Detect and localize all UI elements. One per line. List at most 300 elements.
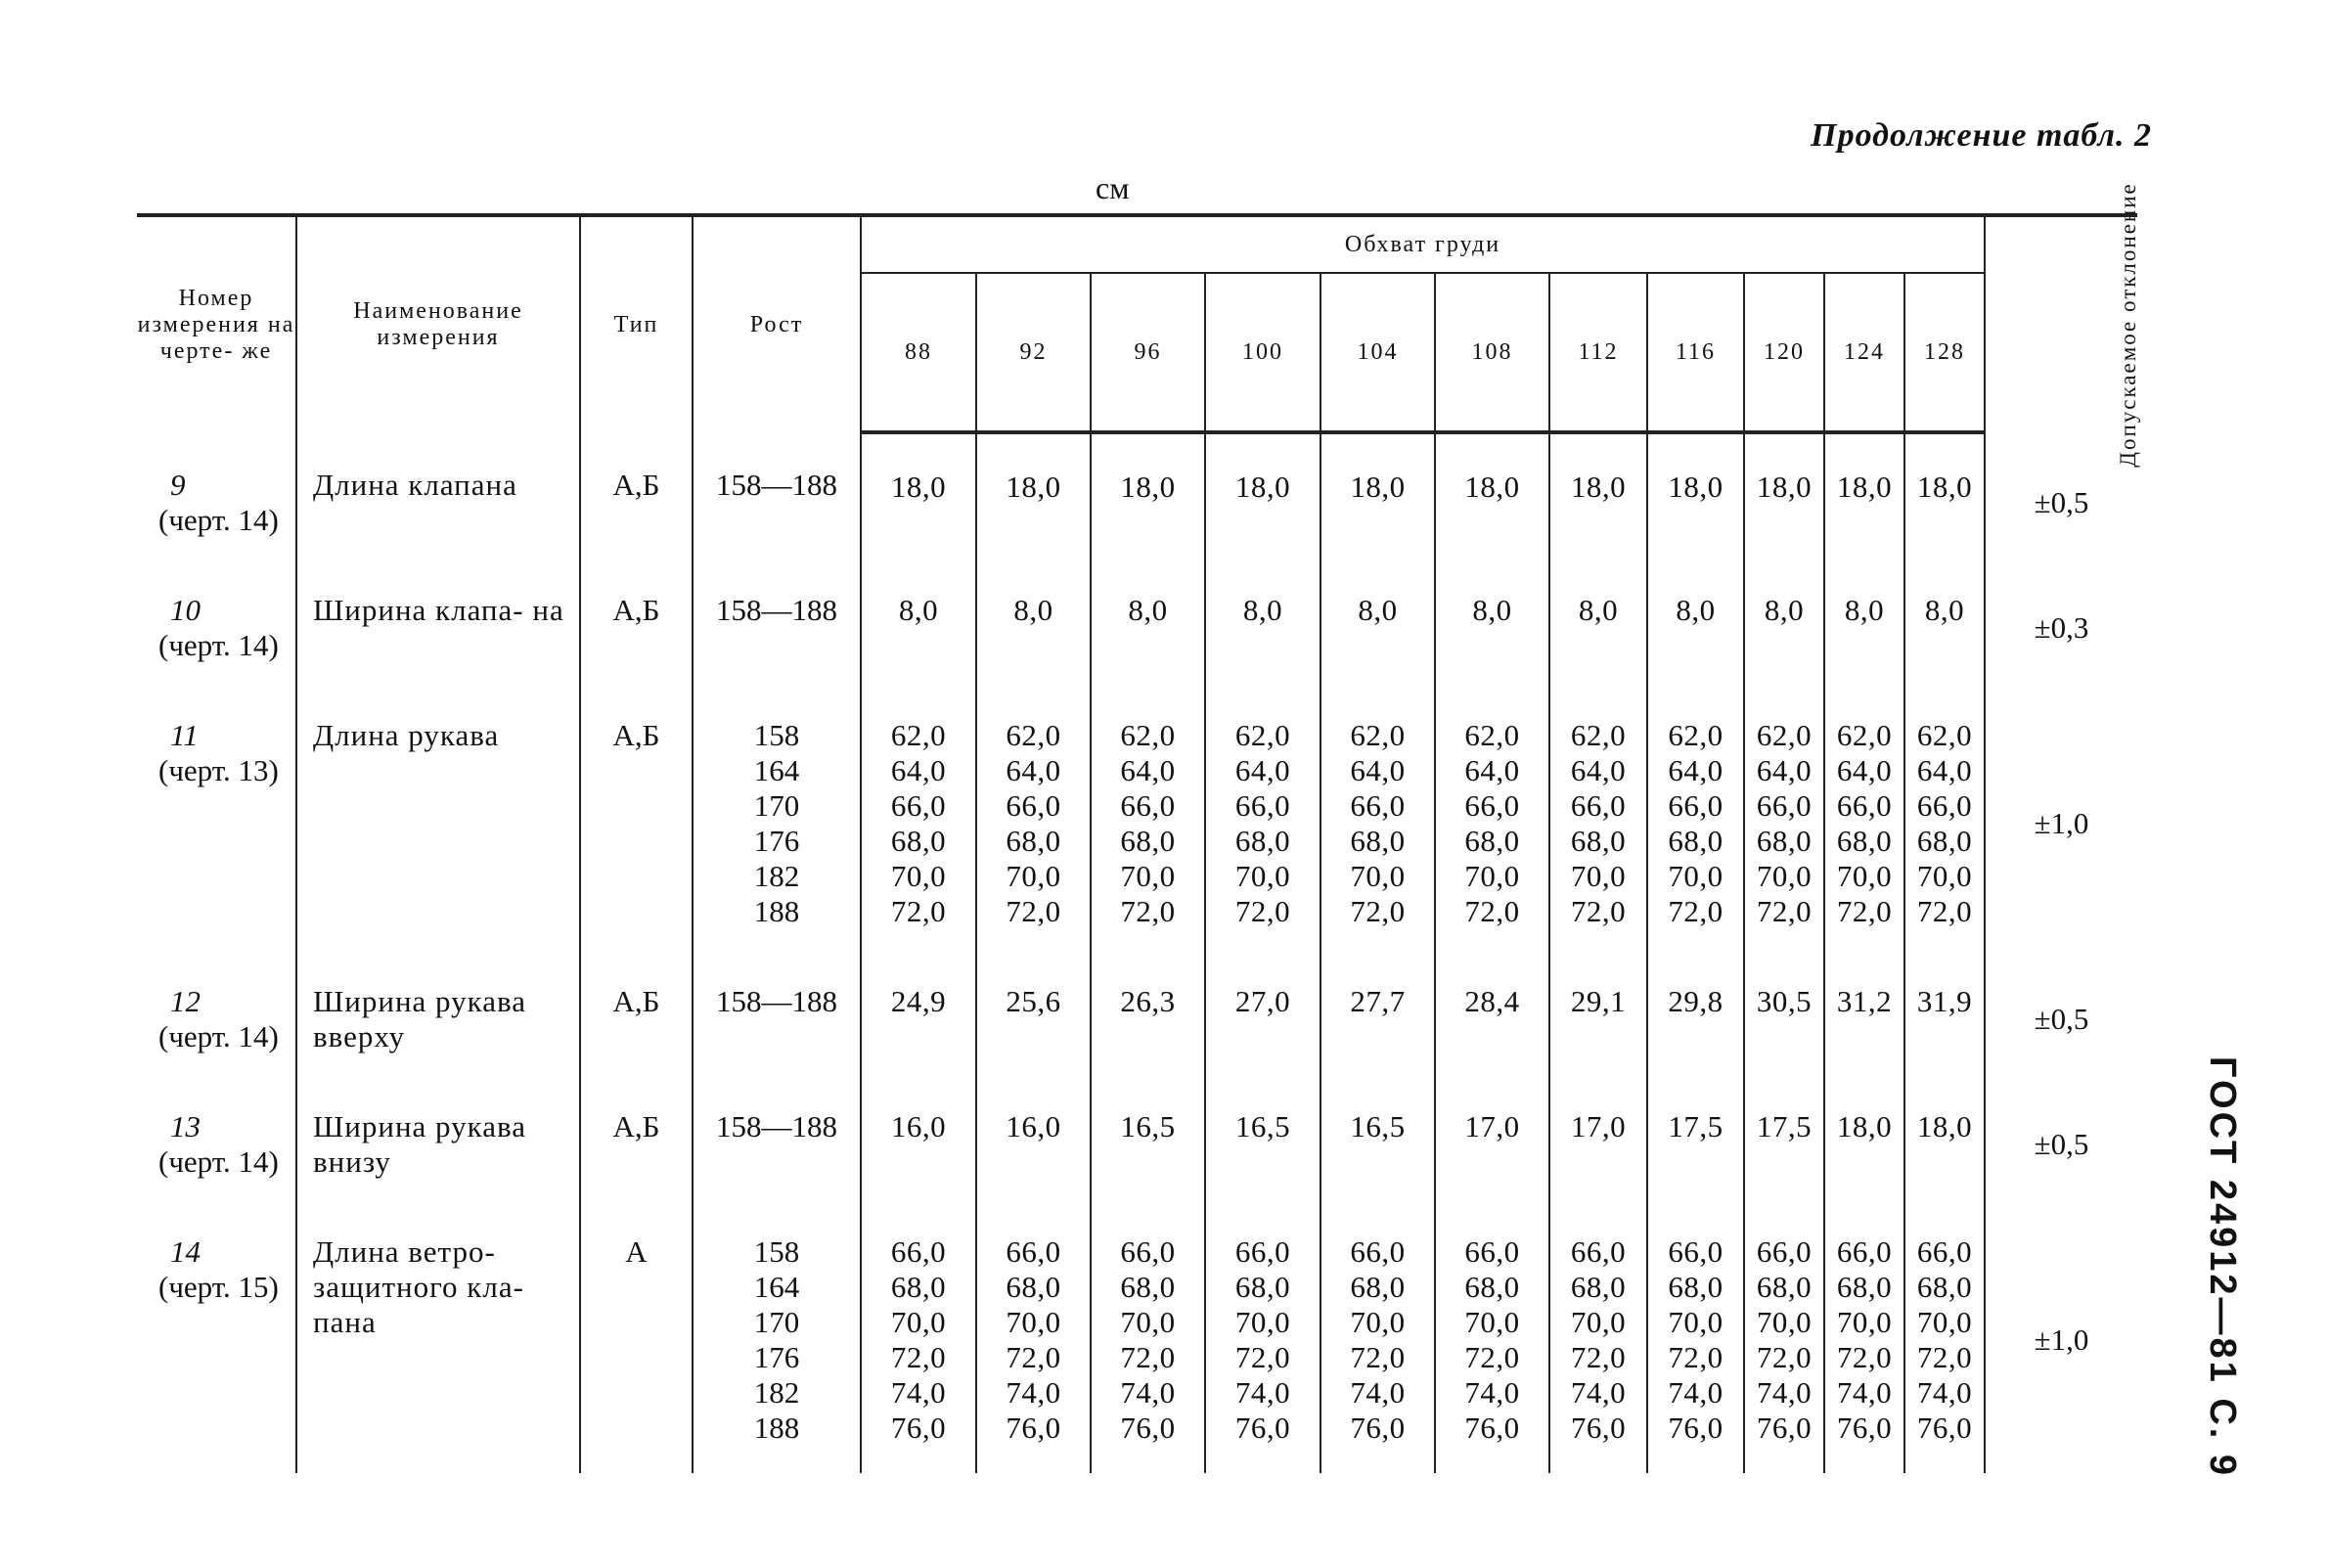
value-cell — [861, 691, 976, 957]
header-chest-girth: Обхват груди — [861, 215, 1985, 273]
cell-line: 66,0 — [1234, 1234, 1291, 1269]
value-cell — [1549, 565, 1647, 691]
cell-line: 72,0 — [1570, 894, 1627, 928]
cell-line: 16,5 — [1120, 1109, 1176, 1143]
value-cell — [1549, 1082, 1647, 1207]
cell-line: 74,0 — [1464, 1375, 1520, 1410]
cell-line: 64,0 — [1120, 753, 1176, 787]
cell-line: 17,0 — [1464, 1109, 1520, 1143]
cell-line: 29,8 — [1668, 984, 1724, 1018]
cell-line: 70,0 — [1234, 1305, 1291, 1339]
cell-line: 18,0 — [1464, 470, 1520, 504]
cell-line: 68,0 — [1668, 824, 1724, 858]
value-cell — [1205, 1082, 1321, 1207]
cell-line: 68,0 — [1234, 824, 1291, 858]
value-cell — [1744, 1207, 1824, 1473]
cell-line: 64,0 — [1916, 753, 1973, 787]
cell-line: 66,0 — [1120, 788, 1176, 823]
header-chest-size: 88 — [861, 273, 976, 432]
cell-line: 74,0 — [1350, 1375, 1406, 1410]
cell-line: 68,0 — [1464, 824, 1520, 858]
value-cell — [1091, 1207, 1205, 1473]
value-cell — [1824, 957, 1904, 1082]
value-cell — [1435, 1082, 1549, 1207]
cell-line: 68,0 — [1120, 1270, 1176, 1304]
cell-line: 64,0 — [1234, 753, 1291, 787]
number-value: 10 — [170, 593, 201, 627]
cell-line: 70,0 — [1570, 1305, 1627, 1339]
cell-line: 70,0 — [1668, 859, 1724, 893]
cell-line: 62,0 — [1668, 718, 1724, 752]
cell-line: 62,0 — [1350, 718, 1406, 752]
value-cell — [1904, 1082, 1985, 1207]
cell-line: 28,4 — [1464, 984, 1520, 1018]
cell-line: 72,0 — [1756, 1340, 1813, 1374]
cell-line: 68,0 — [1916, 1270, 1973, 1304]
value-cell — [1435, 1207, 1549, 1473]
value-cell — [1435, 957, 1549, 1082]
table-row — [137, 1082, 2137, 1207]
value-cell — [976, 432, 1091, 565]
cell-line: 8,0 — [1676, 593, 1716, 627]
value-cell — [1744, 432, 1824, 565]
cell-line: 26,3 — [1120, 984, 1176, 1018]
cell-line: 76,0 — [1006, 1411, 1061, 1445]
height-cell — [693, 565, 861, 691]
cell-line: 25,6 — [1006, 984, 1061, 1018]
value-cell — [1091, 957, 1205, 1082]
cell-line: 70,0 — [890, 859, 947, 893]
number-value: 14 — [170, 1234, 201, 1269]
cell-line: 8,0 — [1578, 593, 1619, 627]
header-chest-size: 100 — [1205, 273, 1321, 432]
cell-line: 64,0 — [1756, 753, 1813, 787]
table-row — [137, 1207, 2137, 1473]
value-cell — [1904, 432, 1985, 565]
cell-line: 68,0 — [890, 824, 947, 858]
value-cell — [1205, 957, 1321, 1082]
table-row — [137, 691, 2137, 957]
standard-code — [2201, 1056, 2279, 1526]
cell-line: 66,0 — [1836, 1234, 1893, 1269]
cell-line: 64,0 — [1350, 753, 1406, 787]
cell-line: 182 — [753, 859, 800, 893]
cell-line: 70,0 — [1668, 1305, 1724, 1339]
cell-line: 176 — [753, 1340, 800, 1374]
header-chest-size: 112 — [1549, 273, 1647, 432]
cell-line: 64,0 — [1464, 753, 1520, 787]
header-chest-size: 104 — [1321, 273, 1435, 432]
table-row — [137, 957, 2137, 1082]
cell-line: 72,0 — [1350, 1340, 1406, 1374]
cell-line: 16,5 — [1350, 1109, 1406, 1143]
cell-line: 18,0 — [890, 470, 947, 504]
cell-line: 18,0 — [1668, 470, 1724, 504]
cell-line: 16,5 — [1234, 1109, 1291, 1143]
measurement-name: Ширина рукава вверху — [296, 957, 580, 1082]
cell-line: 66,0 — [1668, 788, 1724, 823]
cell-line: 158—188 — [716, 468, 837, 502]
cell-line: 8,0 — [1013, 593, 1053, 627]
value-cell — [1435, 691, 1549, 957]
cell-line: 64,0 — [1836, 753, 1893, 787]
value-cell — [1647, 1082, 1744, 1207]
number-value: 9 — [170, 468, 186, 502]
cell-line: 30,5 — [1756, 984, 1813, 1018]
measurement-number — [137, 1082, 296, 1207]
measurement-name: Длина ветро- защитного кла- пана — [296, 1207, 580, 1473]
cell-line: 70,0 — [1464, 1305, 1520, 1339]
height-cell — [693, 432, 861, 565]
measurement-name: Длина клапана — [296, 432, 580, 565]
cell-line: 66,0 — [1668, 1234, 1724, 1269]
cell-line: 70,0 — [1006, 1305, 1061, 1339]
cell-line: 70,0 — [1120, 859, 1176, 893]
cell-line: 62,0 — [1234, 718, 1291, 752]
height-cell — [693, 957, 861, 1082]
cell-line: 70,0 — [1916, 1305, 1973, 1339]
tolerance-cell: ±0,5 — [1985, 1082, 2137, 1207]
value-cell — [1647, 1207, 1744, 1473]
cell-line: 72,0 — [1234, 1340, 1291, 1374]
value-cell — [861, 432, 976, 565]
value-cell — [1549, 1207, 1647, 1473]
value-cell — [976, 565, 1091, 691]
cell-line: 18,0 — [1836, 470, 1893, 504]
cell-line: 27,7 — [1350, 984, 1406, 1018]
cell-line: 72,0 — [1006, 1340, 1061, 1374]
cell-line: 64,0 — [1006, 753, 1061, 787]
cell-line: 70,0 — [1756, 859, 1813, 893]
cell-line: 16,0 — [890, 1109, 947, 1143]
cell-line: 76,0 — [1836, 1411, 1893, 1445]
cell-line: 66,0 — [1350, 1234, 1406, 1269]
cell-line: 74,0 — [1234, 1375, 1291, 1410]
tolerance-cell: ±0,5 — [1985, 957, 2137, 1082]
cell-line: 68,0 — [1756, 1270, 1813, 1304]
cell-line: 74,0 — [1916, 1375, 1973, 1410]
cell-line: 62,0 — [1006, 718, 1061, 752]
value-cell — [1435, 565, 1549, 691]
cell-line: 66,0 — [1464, 788, 1520, 823]
cell-line: 72,0 — [1006, 894, 1061, 928]
number-value: 12 — [170, 984, 201, 1018]
cell-line: 8,0 — [1472, 593, 1512, 627]
cell-line: 72,0 — [1120, 894, 1176, 928]
cell-line: 64,0 — [1668, 753, 1724, 787]
measurement-type: А,Б — [580, 691, 693, 957]
value-cell — [1904, 1207, 1985, 1473]
standard-code-text: ГОСТ 24912—81 С. 9 — [2202, 1056, 2243, 1479]
drawing-ref: (черт. 13) — [158, 753, 279, 787]
value-cell — [1549, 432, 1647, 565]
header-chest-size: 92 — [976, 273, 1091, 432]
cell-line: 164 — [753, 753, 800, 787]
cell-line: 18,0 — [1006, 470, 1061, 504]
cell-line: 8,0 — [1924, 593, 1965, 627]
drawing-ref: (черт. 14) — [158, 1019, 279, 1053]
value-cell — [1549, 691, 1647, 957]
cell-line: 170 — [753, 1305, 800, 1339]
drawing-ref: (черт. 14) — [158, 628, 279, 662]
cell-line: 76,0 — [1668, 1411, 1724, 1445]
number-value: 13 — [170, 1109, 201, 1143]
cell-line: 18,0 — [1570, 470, 1627, 504]
cell-line: 72,0 — [1668, 1340, 1724, 1374]
cell-line: 158 — [753, 718, 800, 752]
number-value: 11 — [170, 718, 199, 752]
value-cell — [1824, 565, 1904, 691]
header-tolerance-text: Допускаемое отклонение — [2115, 181, 2140, 468]
header-chest-size: 116 — [1647, 273, 1744, 432]
cell-line: 29,1 — [1570, 984, 1627, 1018]
value-cell — [1205, 691, 1321, 957]
cell-line: 76,0 — [1916, 1411, 1973, 1445]
measurement-type: А,Б — [580, 432, 693, 565]
cell-line: 68,0 — [1836, 824, 1893, 858]
cell-line: 158 — [753, 1234, 800, 1269]
cell-line: 68,0 — [1756, 824, 1813, 858]
cell-line: 158—188 — [716, 1109, 837, 1143]
value-cell — [1824, 691, 1904, 957]
value-cell — [1647, 957, 1744, 1082]
cell-line: 182 — [753, 1375, 800, 1410]
cell-line: 8,0 — [1844, 593, 1885, 627]
cell-line: 8,0 — [1242, 593, 1283, 627]
value-cell — [1321, 1207, 1435, 1473]
value-cell — [1091, 691, 1205, 957]
cell-line: 62,0 — [1120, 718, 1176, 752]
cell-line: 72,0 — [890, 1340, 947, 1374]
height-cell — [693, 691, 861, 957]
cell-line: 72,0 — [1668, 894, 1724, 928]
cell-line: 72,0 — [1464, 1340, 1520, 1374]
measurement-name: Длина рукава — [296, 691, 580, 957]
value-cell — [1824, 1207, 1904, 1473]
cell-line: 64,0 — [890, 753, 947, 787]
drawing-ref: (черт. 14) — [158, 1144, 279, 1179]
cell-line: 66,0 — [1836, 788, 1893, 823]
cell-line: 70,0 — [1006, 859, 1061, 893]
value-cell — [1321, 957, 1435, 1082]
value-cell — [1744, 1082, 1824, 1207]
drawing-ref: (черт. 14) — [158, 503, 279, 537]
cell-line: 68,0 — [890, 1270, 947, 1304]
value-cell — [976, 957, 1091, 1082]
cell-line: 66,0 — [1234, 788, 1291, 823]
cell-line: 188 — [753, 1411, 800, 1445]
cell-line: 72,0 — [1756, 894, 1813, 928]
cell-line: 76,0 — [1350, 1411, 1406, 1445]
header-height: Рост — [693, 215, 861, 432]
value-cell — [1321, 432, 1435, 565]
cell-line: 70,0 — [1120, 1305, 1176, 1339]
measurement-number — [137, 432, 296, 565]
cell-line: 158—188 — [716, 984, 837, 1018]
header-chest-size: 96 — [1091, 273, 1205, 432]
cell-line: 76,0 — [1234, 1411, 1291, 1445]
value-cell — [1744, 957, 1824, 1082]
cell-line: 8,0 — [898, 593, 939, 627]
height-cell — [693, 1082, 861, 1207]
cell-line: 18,0 — [1350, 470, 1406, 504]
cell-line: 31,9 — [1916, 984, 1973, 1018]
cell-line: 70,0 — [1570, 859, 1627, 893]
cell-line: 68,0 — [1836, 1270, 1893, 1304]
value-cell — [1321, 565, 1435, 691]
cell-line: 66,0 — [1756, 1234, 1813, 1269]
table-row — [137, 432, 2137, 565]
cell-line: 74,0 — [1836, 1375, 1893, 1410]
cell-line: 66,0 — [1006, 788, 1061, 823]
value-cell — [861, 565, 976, 691]
cell-line: 18,0 — [1756, 470, 1813, 504]
cell-line: 70,0 — [1350, 1305, 1406, 1339]
cell-line: 17,5 — [1668, 1109, 1724, 1143]
header-tolerance — [1985, 181, 2140, 468]
value-cell — [1205, 565, 1321, 691]
header-type: Тип — [580, 215, 693, 432]
measurement-number — [137, 691, 296, 957]
continuation-title: Продолжение табл. 2 — [1811, 117, 2152, 154]
measurement-type: А,Б — [580, 1082, 693, 1207]
cell-line: 18,0 — [1120, 470, 1176, 504]
value-cell — [1744, 565, 1824, 691]
cell-line: 68,0 — [1350, 1270, 1406, 1304]
cell-line: 68,0 — [1234, 1270, 1291, 1304]
value-cell — [976, 691, 1091, 957]
cell-line: 72,0 — [1120, 1340, 1176, 1374]
value-cell — [1647, 432, 1744, 565]
cell-line: 66,0 — [1006, 1234, 1061, 1269]
cell-line: 70,0 — [1234, 859, 1291, 893]
cell-line: 68,0 — [1668, 1270, 1724, 1304]
cell-line: 8,0 — [1764, 593, 1805, 627]
header-number: Номер измерения на черте- же — [137, 215, 296, 432]
cell-line: 16,0 — [1006, 1109, 1061, 1143]
tolerance-cell: ±0,5 — [1985, 432, 2137, 565]
cell-line: 164 — [753, 1270, 800, 1304]
cell-line: 62,0 — [1836, 718, 1893, 752]
cell-line: 64,0 — [1570, 753, 1627, 787]
cell-line: 31,2 — [1836, 984, 1893, 1018]
cell-line: 62,0 — [890, 718, 947, 752]
measurement-type: А,Б — [580, 957, 693, 1082]
value-cell — [861, 957, 976, 1082]
value-cell — [861, 1082, 976, 1207]
cell-line: 74,0 — [890, 1375, 947, 1410]
unit-label: см — [1096, 170, 1130, 205]
cell-line: 8,0 — [1128, 593, 1168, 627]
cell-line: 74,0 — [1668, 1375, 1724, 1410]
cell-line: 68,0 — [1570, 1270, 1627, 1304]
cell-line: 76,0 — [1120, 1411, 1176, 1445]
value-cell — [1205, 432, 1321, 565]
cell-line: 70,0 — [1756, 1305, 1813, 1339]
value-cell — [861, 1207, 976, 1473]
header-chest-size: 120 — [1744, 273, 1824, 432]
height-cell — [693, 1207, 861, 1473]
measurement-number — [137, 565, 296, 691]
cell-line: 76,0 — [890, 1411, 947, 1445]
cell-line: 70,0 — [1836, 859, 1893, 893]
measurement-number — [137, 957, 296, 1082]
cell-line: 76,0 — [1756, 1411, 1813, 1445]
cell-line: 76,0 — [1570, 1411, 1627, 1445]
cell-line: 66,0 — [1570, 788, 1627, 823]
cell-line: 70,0 — [1350, 859, 1406, 893]
cell-line: 62,0 — [1464, 718, 1520, 752]
cell-line: 68,0 — [1570, 824, 1627, 858]
cell-line: 72,0 — [890, 894, 947, 928]
cell-line: 72,0 — [1464, 894, 1520, 928]
cell-line: 66,0 — [1464, 1234, 1520, 1269]
cell-line: 72,0 — [1836, 1340, 1893, 1374]
measurement-name: Ширина клапа- на — [296, 565, 580, 691]
drawing-ref: (черт. 15) — [158, 1270, 279, 1304]
measurement-type: А — [580, 1207, 693, 1473]
cell-line: 72,0 — [1916, 894, 1973, 928]
value-cell — [1205, 1207, 1321, 1473]
cell-line: 68,0 — [1464, 1270, 1520, 1304]
cell-line: 18,0 — [1916, 1109, 1973, 1143]
cell-line: 62,0 — [1756, 718, 1813, 752]
measurement-type: А,Б — [580, 565, 693, 691]
value-cell — [1904, 565, 1985, 691]
cell-line: 74,0 — [1006, 1375, 1061, 1410]
value-cell — [1744, 691, 1824, 957]
value-cell — [1647, 691, 1744, 957]
tolerance-cell: ±0,3 — [1985, 565, 2137, 691]
measurement-number — [137, 1207, 296, 1473]
cell-line: 24,9 — [890, 984, 947, 1018]
cell-line: 18,0 — [1836, 1109, 1893, 1143]
value-cell — [1321, 691, 1435, 957]
cell-line: 176 — [753, 824, 800, 858]
value-cell — [1647, 565, 1744, 691]
tolerance-cell: ±1,0 — [1985, 1207, 2137, 1473]
cell-line: 62,0 — [1570, 718, 1627, 752]
cell-line: 66,0 — [1120, 1234, 1176, 1269]
header-chest-size: 108 — [1435, 273, 1549, 432]
value-cell — [1091, 432, 1205, 565]
cell-line: 66,0 — [1756, 788, 1813, 823]
cell-line: 17,0 — [1570, 1109, 1627, 1143]
value-cell — [1091, 565, 1205, 691]
cell-line: 68,0 — [1350, 824, 1406, 858]
table-row — [137, 565, 2137, 691]
cell-line: 18,0 — [1234, 470, 1291, 504]
header-chest-size: 124 — [1824, 273, 1904, 432]
cell-line: 72,0 — [1350, 894, 1406, 928]
cell-line: 68,0 — [1916, 824, 1973, 858]
value-cell — [976, 1082, 1091, 1207]
cell-line: 8,0 — [1358, 593, 1398, 627]
cell-line: 72,0 — [1836, 894, 1893, 928]
value-cell — [976, 1207, 1091, 1473]
cell-line: 74,0 — [1120, 1375, 1176, 1410]
value-cell — [1904, 691, 1985, 957]
value-cell — [1824, 432, 1904, 565]
header-name: Наименование измерения — [296, 215, 580, 432]
cell-line: 70,0 — [1836, 1305, 1893, 1339]
cell-line: 188 — [753, 894, 800, 928]
cell-line: 66,0 — [890, 788, 947, 823]
cell-line: 76,0 — [1464, 1411, 1520, 1445]
cell-line: 74,0 — [1756, 1375, 1813, 1410]
cell-line: 66,0 — [890, 1234, 947, 1269]
cell-line: 158—188 — [716, 593, 837, 627]
